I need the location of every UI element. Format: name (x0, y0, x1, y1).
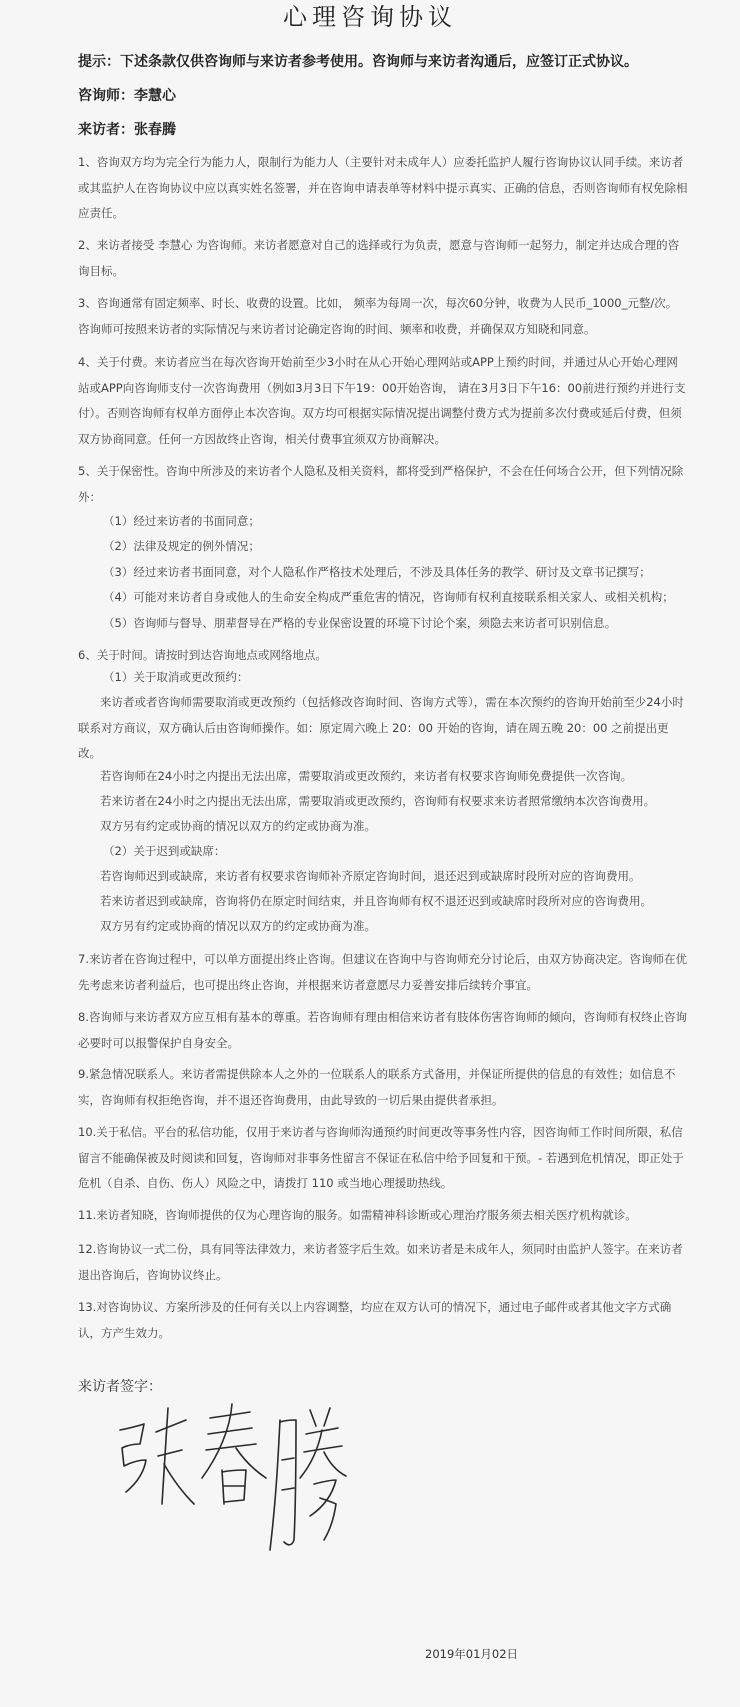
clause-6-sub1-p4: 双方另有约定或协商的情况以双方的约定或协商为准。 (100, 819, 376, 833)
clause-6-sub2-p1: 若咨询师迟到或缺席，来访者有权要求咨询师补齐原定咨询时间，退还迟到或缺席时段所对应的咨询费用。 (100, 869, 641, 883)
clause-5-item: （1）经过来访者的书面同意； (103, 514, 260, 528)
clause-6-sub1-p1: 来访者或者咨询师需要取消或更改预约（包括修改咨询时间、咨询方式等），需在本次预约的咨询开始前至少24小时联系对方商议，双方确认后由咨询师操作。如：原定周六晚上 20：00 开始的咨询，请在周五晚 20：00 之前提出更改。 (78, 695, 684, 760)
counselor-line: 咨询师：李慧心 (78, 88, 176, 104)
clause-12: 12.咨询协议一式二份，具有同等法律效力，来访者签字后生效。如来访者是未成年人，须同时由监护人签字。在来访者退出咨询后，咨询协议终止。 (78, 1242, 683, 1282)
notice-text: 提示：下述条款仅供咨询师与来访者参考使用。咨询师与来访者沟通后，应签订正式协议。 (78, 54, 638, 70)
document-title: 心理咨询协议 (283, 3, 457, 31)
clause-11: 11.来访者知晓，咨询师提供的仅为心理咨询的服务。如需精神科诊断或心理治疗服务须去相关医疗机构就诊。 (78, 1208, 637, 1222)
clause-8: 8.咨询师与来访者双方应互相有基本的尊重。若咨询师有理由相信来访者有肢体伤害咨询师的倾向，咨询师有权终止咨询必要时可以报警保护自身安全。 (78, 1010, 687, 1050)
clause-1: 1、咨询双方均为完全行为能力人，限制行为能力人（主要针对未成年人）应委托监护人履行咨询协议认同手续。来访者或其监护人在咨询协议中应以真实姓名签署，并在咨询申请表单等材料中提示真实、正确的信息，否则咨询师有权免除相应责任。 (78, 155, 688, 220)
clause-5-item: （2）法律及规定的例外情况； (103, 539, 260, 553)
clause-6-sub2-p2: 若来访者迟到或缺席，咨询将仍在原定时间结束，并且咨询师有权不退还迟到或缺席时段所对应的咨询费用。 (100, 894, 652, 908)
clause-5: 5、关于保密性。咨询中所涉及的来访者个人隐私及相关资料，都将受到严格保护，不会在任何场合公开，但下列情况除外： (78, 464, 684, 504)
clause-5-item: （3）经过来访者书面同意，对个人隐私作严格技术处理后，不涉及具体任务的教学、研讨及文章书记撰写； (103, 565, 651, 579)
handwritten-signature (110, 1400, 350, 1560)
clause-5-item: （4）可能对来访者自身或他人的生命安全构成严重危害的情况，咨询师有权利直接联系相关家人、或相关机构； (103, 590, 674, 604)
clause-6-sub1-title: （1）关于取消或更改预约： (103, 670, 249, 684)
clause-6-sub1-p2: 若咨询师在24小时之内提出无法出席，需要取消或更改预约，来访者有权要求咨询师免费提供一次咨询。 (100, 769, 633, 783)
clause-6-sub2-title: （2）关于迟到或缺席： (103, 844, 226, 858)
clause-2: 2、来访者接受 李慧心 为咨询师。来访者愿意对自己的选择或行为负责，愿意与咨询师一起努力，制定并达成合理的咨询目标。 (78, 238, 680, 278)
clause-6-sub2-p3: 双方另有约定或协商的情况以双方的约定或协商为准。 (100, 919, 376, 933)
clause-4: 4、关于付费。来访者应当在每次咨询开始前至少3小时在从心开始心理网站或APP上预约时间，并通过从心开始心理网站或APP向咨询师支付一次咨询费用（例如3月3日下午19：00开始咨询， 请在3月3日下午16：00前进行预约并进行支付）。否则咨询师有权单方面停止本次咨询。双方均可根据实际情况提出调整付费方式为提前多次付费或延后付费，但须双方协商同意。任何一方因故终止咨询，相关付费事宜须双方协商解决。 (78, 355, 686, 446)
clause-7: 7.来访者在咨询过程中，可以单方面提出终止咨询。但建议在咨询中与咨询师充分讨论后，由双方协商决定。咨询师在优先考虑来访者利益后，也可提出终止咨询，并根据来访者意愿尽力妥善安排后续转介事宜。 (78, 952, 687, 992)
signature-label: 来访者签字： (78, 1379, 162, 1395)
signing-date: 2019年01月02日 (425, 1647, 519, 1661)
clause-13: 13.对咨询协议、方案所涉及的任何有关以上内容调整，均应在双方认可的情况下，通过电子邮件或者其他文字方式确认，方产生效力。 (78, 1300, 672, 1340)
client-line: 来访者：张春腾 (78, 122, 176, 138)
clause-6-sub1-p3: 若来访者在24小时之内提出无法出席，需要取消或更改预约，咨询师有权要求来访者照常缴纳本次咨询费用。 (100, 794, 656, 808)
clause-9: 9.紧急情况联系人。来访者需提供除本人之外的一位联系人的联系方式备用，并保证所提供的信息的有效性；如信息不实，咨询师有权拒绝咨询，并不退还咨询费用，由此导致的一切后果由提供者承担。 (78, 1067, 676, 1107)
clause-5-item: （5）咨询师与督导、朋辈督导在严格的专业保密设置的环境下讨论个案，须隐去来访者可识别信息。 (103, 616, 617, 630)
clause-6: 6、关于时间。请按时到达咨询地点或网络地点。 (78, 648, 327, 662)
clause-10: 10.关于私信。平台的私信功能，仅用于来访者与咨询师沟通预约时间更改等事务性内容，因咨询师工作时间所限，私信留言不能确保被及时阅读和回复，咨询师对非事务性留言不保证在私信中给予回复和干预。- 若遇到危机情况，即正处于危机（自杀、自伤、伤人）风险之中，请拨打 110 或当地心理援助热线。 (78, 1125, 684, 1190)
clause-3: 3、咨询通常有固定频率、时长、收费的设置。比如， 频率为每周一次，每次60分钟，收费为人民币_1000_元整/次。咨询师可按照来访者的实际情况与来访者讨论确定咨询的时间、频率和收费，并确保双方知晓和同意。 (78, 296, 678, 336)
